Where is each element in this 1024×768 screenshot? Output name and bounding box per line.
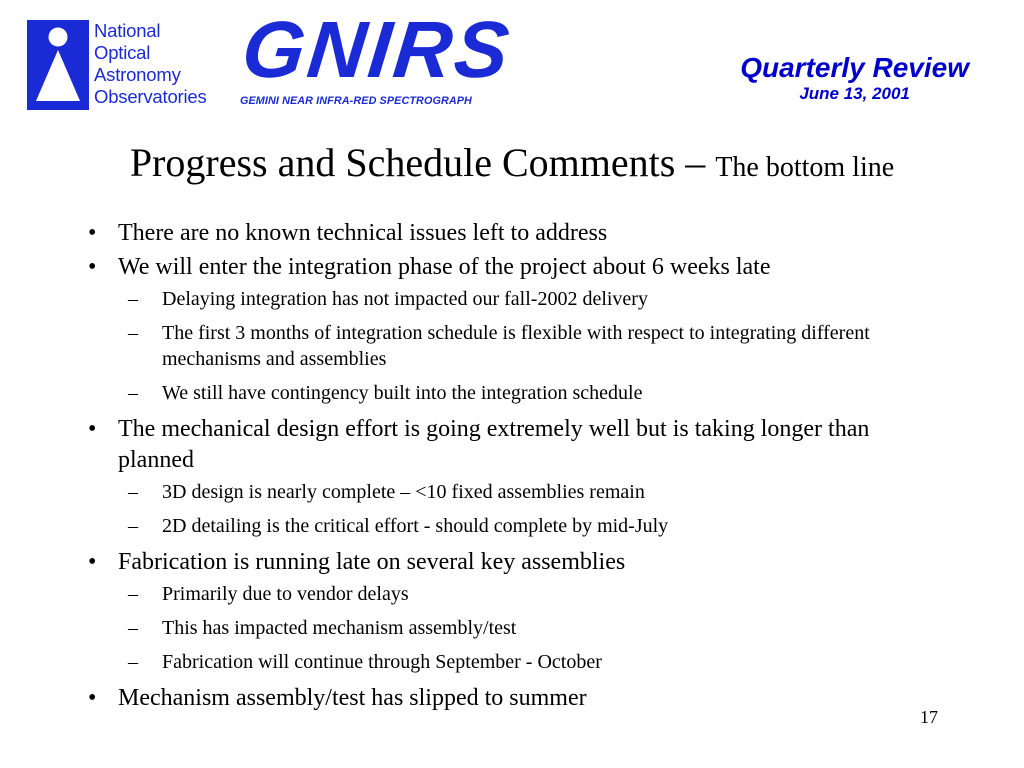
bullet-text: Mechanism assembly/test has slipped to summer: [118, 685, 587, 711]
bullet-marker: •: [88, 220, 97, 246]
review-header: [740, 52, 969, 104]
noao-name: [94, 20, 207, 108]
bullet-text: We will enter the integration phase of the project about 6 weeks late: [118, 254, 771, 280]
bullet-marker: •: [88, 416, 97, 442]
sub-bullet-item: [0, 581, 1024, 607]
sub-bullet-marker: –: [128, 481, 138, 503]
sub-bullet-marker: –: [128, 382, 138, 404]
sub-bullet-marker: –: [128, 583, 138, 605]
slide-title: [0, 140, 1024, 191]
noao-line: National: [94, 20, 161, 41]
sub-bullet-marker: –: [128, 322, 138, 344]
sub-bullet-marker: –: [128, 288, 138, 310]
noao-logo: [27, 20, 227, 115]
bullet-marker: •: [88, 254, 97, 280]
bullet-text: There are no known technical issues left to address: [118, 220, 608, 246]
sub-bullet-text: Primarily due to vendor delays: [162, 583, 409, 605]
bullet-item: [0, 252, 1024, 283]
sub-bullet-text: 2D detailing is the critical effort - should complete by mid-July: [162, 515, 669, 537]
sub-bullet-text: This has impacted mechanism assembly/test: [162, 617, 517, 639]
slide-title-main: Progress and Schedule Comments –: [129, 140, 716, 185]
noao-line: Observatories: [94, 86, 207, 107]
bullet-text: The mechanical design effort is going extremely well but is taking longer than planned: [118, 416, 870, 473]
bullet-list: [0, 218, 1024, 717]
sub-bullet-text: 3D design is nearly complete – <10 fixed assemblies remain: [162, 481, 645, 503]
sub-bullet-text: Fabrication will continue through September - October: [162, 651, 602, 673]
review-title: Quarterly Review: [740, 52, 969, 83]
gnirs-logo: [238, 5, 516, 113]
sub-bullet-marker: –: [128, 617, 138, 639]
sub-bullet-item: [0, 320, 1024, 372]
sub-bullet-text: We still have contingency built into the integration schedule: [162, 382, 643, 404]
gnirs-logo-subtitle: GEMINI NEAR INFRA-RED SPECTROGRAPH: [240, 95, 472, 107]
bullet-item: [0, 547, 1024, 578]
sub-bullet-item: [0, 479, 1024, 505]
sub-bullet-text: Delaying integration has not impacted our fall-2002 delivery: [162, 288, 648, 310]
sub-bullet-item: [0, 286, 1024, 312]
sub-bullet-marker: –: [128, 515, 138, 537]
review-date: June 13, 2001: [799, 84, 910, 103]
sub-bullet-item: [0, 380, 1024, 406]
sub-bullet-text: The first 3 months of integration schedule is flexible with respect to integrating different mechanisms and assemblies: [162, 322, 870, 370]
sub-bullet-item: [0, 513, 1024, 539]
bullet-item: [0, 218, 1024, 249]
bullet-marker: •: [88, 685, 97, 711]
sub-bullet-marker: –: [128, 651, 138, 673]
bullet-marker: •: [88, 549, 97, 575]
page-number: 17: [920, 707, 938, 727]
gnirs-logo-word: GNIRS: [238, 5, 516, 94]
noao-observatory-icon: [27, 20, 89, 110]
bullet-item: [0, 683, 1024, 714]
noao-line: Astronomy: [94, 64, 181, 85]
bullet-text: Fabrication is running late on several key assemblies: [118, 549, 626, 575]
bullet-item: [0, 414, 1024, 476]
slide-title-subtitle: The bottom line: [715, 152, 895, 183]
sub-bullet-item: [0, 649, 1024, 675]
noao-line: Optical: [94, 42, 151, 63]
sub-bullet-item: [0, 615, 1024, 641]
